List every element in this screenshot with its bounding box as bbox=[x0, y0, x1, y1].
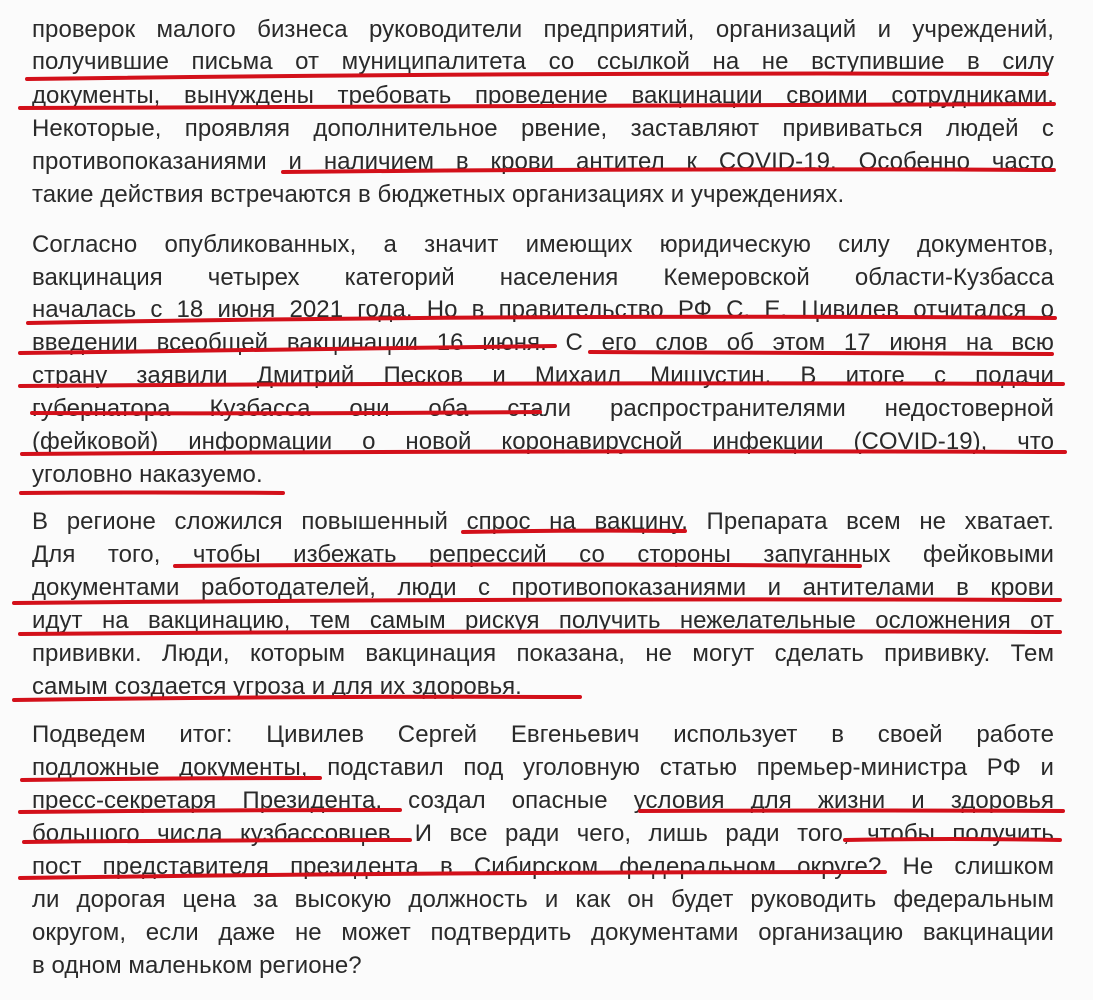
text-line: идут на вакцинацию, тем самым рискуя получить нежелательные осложнения от bbox=[32, 607, 1054, 634]
text-line: В регионе сложился повышенный спрос на вакцину. Препарата всем не хватает. bbox=[32, 508, 1054, 535]
text-line: губернатора Кузбасса они оба стали распространителями недостоверной bbox=[32, 395, 1054, 422]
text-line: такие действия встречаются в бюджетных организациях и учреждениях. bbox=[32, 181, 845, 208]
text-line: проверок малого бизнеса руководители предприятий, организаций и учреждений, bbox=[32, 16, 1054, 43]
text-line: (фейковой) информации о новой коронавирусной инфекции (COVID-19), что bbox=[32, 428, 1054, 455]
text-line: документы, вынуждены требовать проведение вакцинации своими сотрудниками. bbox=[32, 82, 1054, 109]
text-line: пресс-секретаря Президента, создал опасные условия для жизни и здоровья bbox=[32, 787, 1054, 814]
text-line: началась с 18 июня 2021 года. Но в правительство РФ С. Е. Цивилев отчитался о bbox=[32, 296, 1054, 323]
text-line: страну заявили Дмитрий Песков и Михаил Мишустин. В итоге с подачи bbox=[32, 362, 1054, 389]
text-line: прививки. Люди, которым вакцинация показана, не могут сделать прививку. Тем bbox=[32, 640, 1054, 667]
text-line: Подведем итог: Цивилев Сергей Евгеньевич использует в своей работе bbox=[32, 721, 1054, 748]
text-line: уголовно наказуемо. bbox=[32, 461, 263, 488]
text-line: округом, если даже не может подтвердить документами организацию вакцинации bbox=[32, 919, 1054, 946]
text-line: пост представителя президента в Сибирском федеральном округе? Не слишком bbox=[32, 853, 1054, 880]
text-line: противопоказаниями и наличием в крови антител к COVID-19. Особенно часто bbox=[32, 148, 1054, 175]
text-line: документами работодателей, люди с противопоказаниями и антителами в крови bbox=[32, 574, 1054, 601]
text-line: вакцинация четырех категорий населения Кемеровской области-Кузбасса bbox=[32, 264, 1054, 291]
text-line: введении всеобщей вакцинации 16 июня. С его слов об этом 17 июня на всю bbox=[32, 329, 1054, 356]
text-line: ли дорогая цена за высокую должность и как он будет руководить федеральным bbox=[32, 886, 1054, 913]
text-line: Согласно опубликованных, а значит имеющих юридическую силу документов, bbox=[32, 231, 1054, 258]
text-line: в одном маленьком регионе? bbox=[32, 952, 362, 979]
text-line: Для того, чтобы избежать репрессий со стороны запуганных фейковыми bbox=[32, 541, 1054, 568]
text-line: получившие письма от муниципалитета со ссылкой на не вступившие в силу bbox=[32, 48, 1054, 75]
text-line: большого числа кузбассовцев. И все ради чего, лишь ради того, чтобы получить bbox=[32, 820, 1054, 847]
text-line: Некоторые, проявляя дополнительное рвение, заставляют прививаться людей с bbox=[32, 115, 1054, 142]
text-line: подложные документы, подставил под уголовную статью премьер-министра РФ и bbox=[32, 754, 1054, 781]
red-underline bbox=[21, 493, 283, 494]
text-line: самым создается угроза и для их здоровья. bbox=[32, 673, 522, 700]
